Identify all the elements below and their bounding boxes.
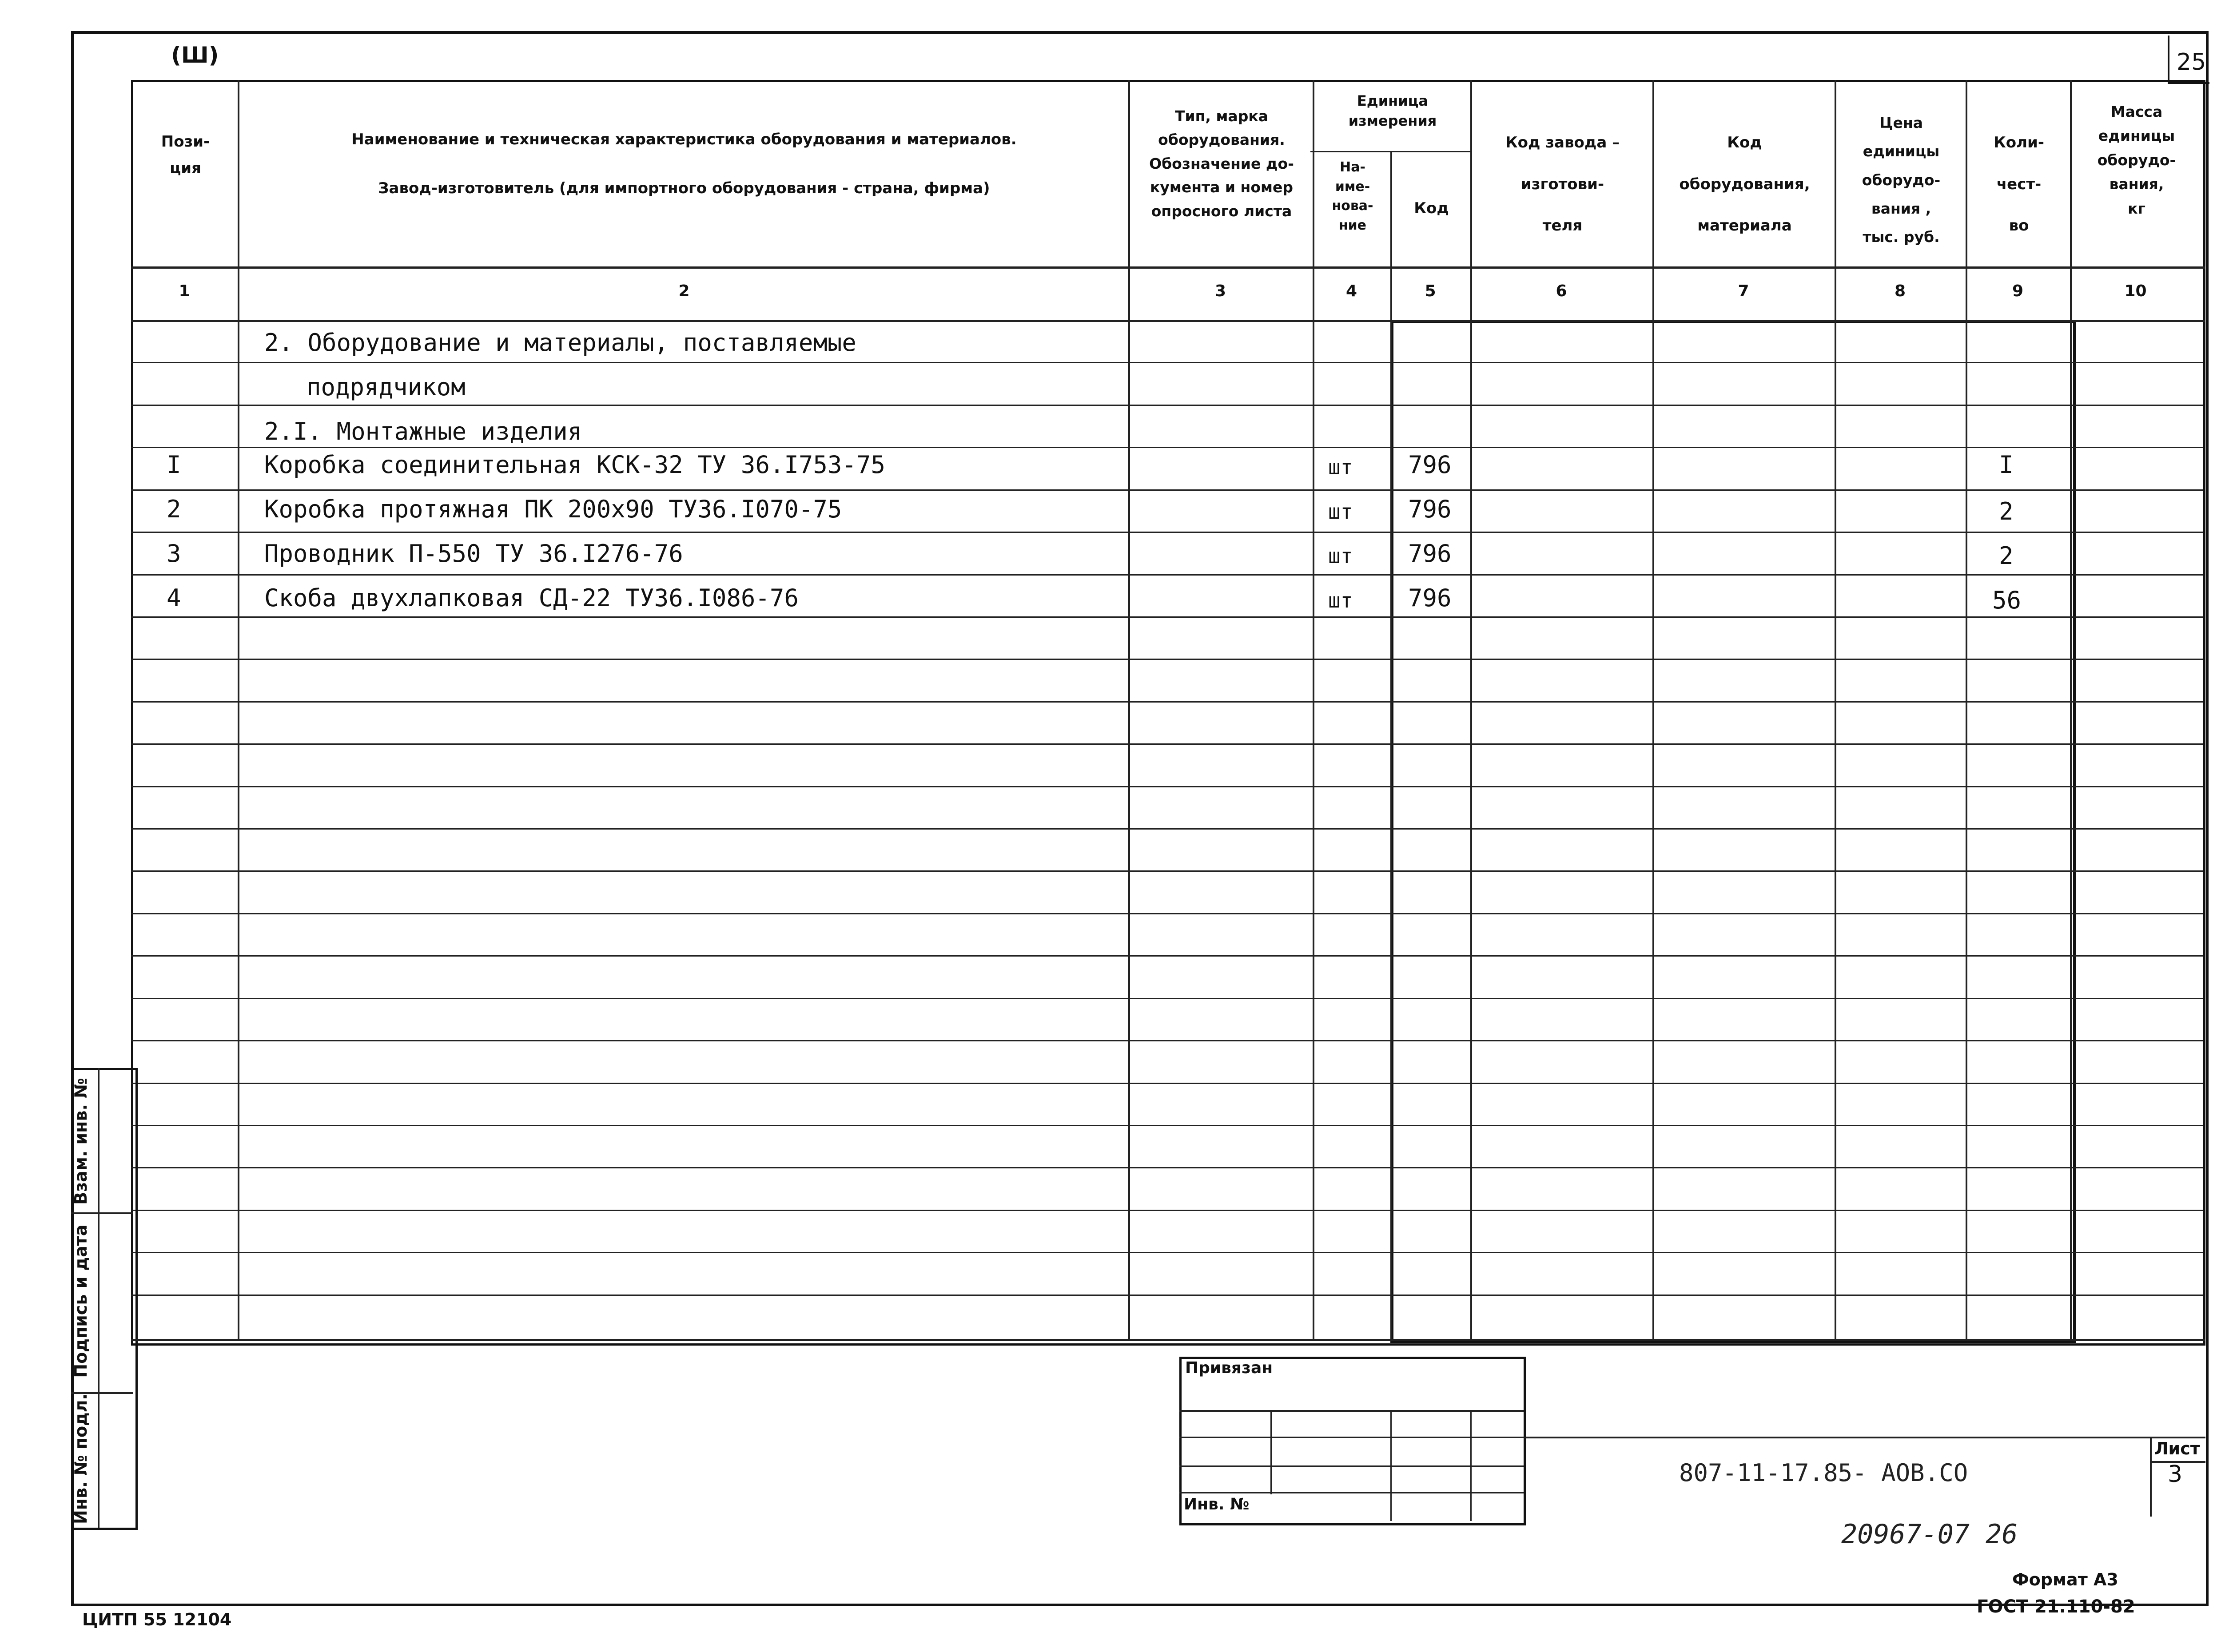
highlight-block <box>1390 320 2076 1343</box>
table-row-line <box>131 828 2203 830</box>
table-row-line <box>131 743 2203 745</box>
col-line-3 <box>1313 80 1314 1341</box>
item-unit: шт <box>1328 455 1353 479</box>
col-line-7 <box>1835 80 1836 1341</box>
table-row-line <box>131 362 2203 363</box>
header-position: Пози- ция <box>161 133 210 177</box>
item-code: 796 <box>1408 540 1452 568</box>
table-row-line <box>131 786 2203 787</box>
col-line-8 <box>1966 80 1967 1341</box>
header-price: Цена единицы оборудо- вания , тыс. руб. <box>1862 114 1941 246</box>
col-line-9 <box>2070 80 2072 1341</box>
item-name: Скоба двухлапковая СД-22 ТУ36.I086-76 <box>264 584 799 612</box>
table-row-line <box>131 998 2203 999</box>
item-code: 796 <box>1408 451 1452 479</box>
list-number: 3 <box>2168 1461 2183 1488</box>
stamp-doc-line <box>1524 1437 2205 1438</box>
table-row-line <box>131 1252 2203 1253</box>
column-number: 8 <box>1894 282 1906 300</box>
section-subtitle: 2.I. Монтажные изделия <box>264 417 582 445</box>
item-name: Коробка соединительная КСК-32 ТУ 36.I753-75 <box>264 451 885 479</box>
col-line-2 <box>1128 80 1130 1341</box>
col-line-1 <box>238 80 239 1341</box>
column-number: 3 <box>1214 282 1226 300</box>
privyazan-col <box>1270 1410 1272 1494</box>
stamp-list-divider <box>2150 1437 2152 1517</box>
column-number: 10 <box>2124 282 2147 300</box>
header-bottom-line <box>131 266 2205 269</box>
table-row-line <box>131 616 2203 618</box>
item-name: Проводник П-550 ТУ 36.I276-76 <box>264 540 683 568</box>
list-label: Лист <box>2154 1439 2200 1458</box>
table-row-line <box>131 1083 2203 1084</box>
side-stamp-divider <box>98 1068 100 1528</box>
header-unit-code: Код <box>1414 199 1449 217</box>
column-number: 4 <box>1345 282 1357 300</box>
item-position: I <box>167 451 181 479</box>
header-mass: Масса единицы оборудо- вания, кг <box>2097 103 2176 217</box>
colnum-bottom-line <box>131 320 2205 322</box>
table-row-line <box>131 1167 2203 1168</box>
stamp-top-line <box>131 1339 2205 1341</box>
document-code: 807-11-17.85- АОВ.СО <box>1679 1459 1968 1487</box>
header-name-line2: Завод-изготовитель (для импортного оборудования - страна, фирма) <box>378 179 990 197</box>
side-stamp-signature-date: Подпись и дата <box>71 1224 91 1378</box>
header-quantity: Коли- чест- во <box>1994 134 2044 234</box>
printer-code: ЦИТП 55 12104 <box>82 1610 232 1629</box>
column-number: 6 <box>1556 282 1567 300</box>
item-unit: шт <box>1328 544 1353 568</box>
handwritten-number: 20967-07 26 <box>1841 1519 2018 1550</box>
col-line-6 <box>1652 80 1654 1341</box>
privyazan-col <box>1390 1410 1392 1521</box>
item-quantity: 2 <box>1999 542 2014 570</box>
column-number: 9 <box>2012 282 2024 300</box>
stamp-inv-no: Инв. № <box>1184 1495 1250 1513</box>
format-label: Формат А3 <box>2012 1570 2118 1589</box>
header-factory-code: Код завода – изготови- теля <box>1505 134 1620 234</box>
table-row-line <box>131 1295 2203 1296</box>
header-type: Тип, марка оборудования. Обозначение до- кумента и номер опросного листа <box>1149 107 1294 220</box>
privyazan-line <box>1179 1492 1524 1493</box>
section-title: 2. Оборудование и материалы, поставляемые <box>264 329 856 357</box>
item-position: 4 <box>167 584 181 612</box>
item-name: Коробка протяжная ПК 200х90 ТУ36.I070-75 <box>264 495 842 523</box>
privyazan-line <box>1179 1465 1524 1467</box>
table-row-line <box>131 1040 2203 1041</box>
col-line-5 <box>1470 80 1472 1341</box>
header-name-line1: Наименование и техническая характеристика оборудования и материалов. <box>351 131 1017 148</box>
section-title-continued: подрядчиком <box>306 373 466 401</box>
item-position: 3 <box>167 540 181 568</box>
table-row-line <box>131 955 2203 957</box>
item-unit: шт <box>1328 588 1353 612</box>
column-number: 5 <box>1425 282 1436 300</box>
privyazan-label: Привязан <box>1185 1359 1273 1377</box>
item-quantity: I <box>1999 451 2014 479</box>
col-line-4 <box>1390 151 1392 1341</box>
privyazan-line <box>1179 1410 1524 1412</box>
item-code: 796 <box>1408 495 1452 523</box>
table-row-line <box>131 659 2203 660</box>
table-row-line <box>131 1210 2203 1211</box>
header-unit-name: На- име- нова- ние <box>1332 159 1373 233</box>
privyazan-line <box>1179 1437 1524 1438</box>
item-position: 2 <box>167 495 181 523</box>
item-code: 796 <box>1408 584 1452 612</box>
table-row-line <box>131 870 2203 872</box>
table-row-line <box>131 913 2203 914</box>
header-equipment-code: Код оборудования, материала <box>1679 134 1810 234</box>
header-unit-group: Единица измерения <box>1348 92 1437 129</box>
side-stamp-original-inv: Инв. № подл. <box>71 1393 91 1525</box>
side-stamp-replace-inv: Взам. инв. № <box>71 1078 91 1205</box>
column-number: 2 <box>678 282 690 300</box>
column-number: 7 <box>1738 282 1749 300</box>
gost-label: ГОСТ 21.110-82 <box>1977 1596 2135 1617</box>
table-row-line <box>131 447 2203 448</box>
column-number: 1 <box>179 282 190 300</box>
sheet-marker: (Ш) <box>171 42 219 68</box>
item-unit: шт <box>1328 500 1353 524</box>
table-row-line <box>131 1125 2203 1126</box>
table-row-line <box>131 701 2203 703</box>
item-quantity: 2 <box>1999 497 2014 525</box>
table-row-line <box>131 532 2203 533</box>
item-quantity: 56 <box>1992 586 2022 614</box>
table-row-line <box>131 405 2203 406</box>
page-number: 25 <box>2177 49 2206 75</box>
privyazan-col <box>1470 1410 1472 1521</box>
table-row-line <box>131 574 2203 576</box>
table-row-line <box>131 489 2203 491</box>
